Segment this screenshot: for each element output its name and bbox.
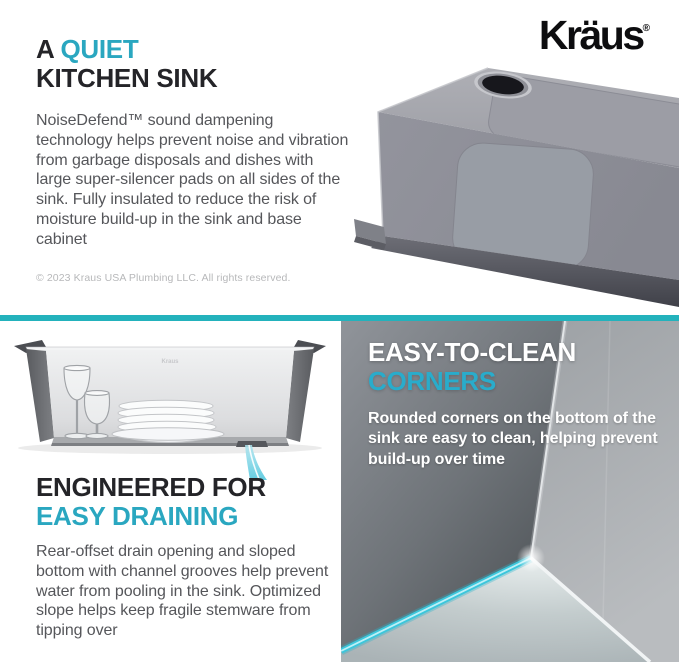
sink-cross-section-image [0,322,340,480]
corners-heading-line1: EASY-TO-CLEAN [368,337,576,367]
quiet-heading-prefix: A [36,34,54,64]
copyright-text: © 2023 Kraus USA Plumbing LLC. All rights reserved. [36,272,291,284]
corner-glow [517,544,545,572]
draining-heading-line2: EASY DRAINING [36,501,239,531]
draining-heading-line1: ENGINEERED FOR [36,472,266,502]
kraus-logo [539,8,650,56]
quiet-sink-heading [36,35,217,93]
corner-photo-panel [341,321,679,662]
quiet-heading-line1 [36,35,217,64]
corners-body-text: Rounded corners on the bottom of the sink are easy to clean, helping prevent build-up over time [368,410,658,468]
sink-underside-image [338,60,679,312]
draining-heading [36,473,266,531]
corners-heading [368,338,668,396]
quiet-heading-line2: KITCHEN SINK [36,63,218,93]
corners-heading-line2: CORNERS [368,366,496,396]
plate-stack [112,400,224,442]
quiet-heading-accent: QUIET [60,34,139,64]
registered-mark: ® [642,23,650,34]
draining-body-text: Rear-offset drain opening and sloped bottom with channel grooves help prevent water from pooling in the sink. Optimized slope helps keep fragile stemware from tipping over [36,543,329,640]
kraus-logo-text: Kräus [538,12,643,58]
interior-watermark: Kraus [161,359,179,365]
corners-text-block [368,338,668,470]
quiet-body-text: NoiseDefend™ sound dampening technology helps prevent noise and vibration from garbage disposals and dishes with large super-silencer pads on all sides of the sink. Fully insulated to reduce the risk of moisture build-up in the sink and base cabinet [36,112,349,248]
